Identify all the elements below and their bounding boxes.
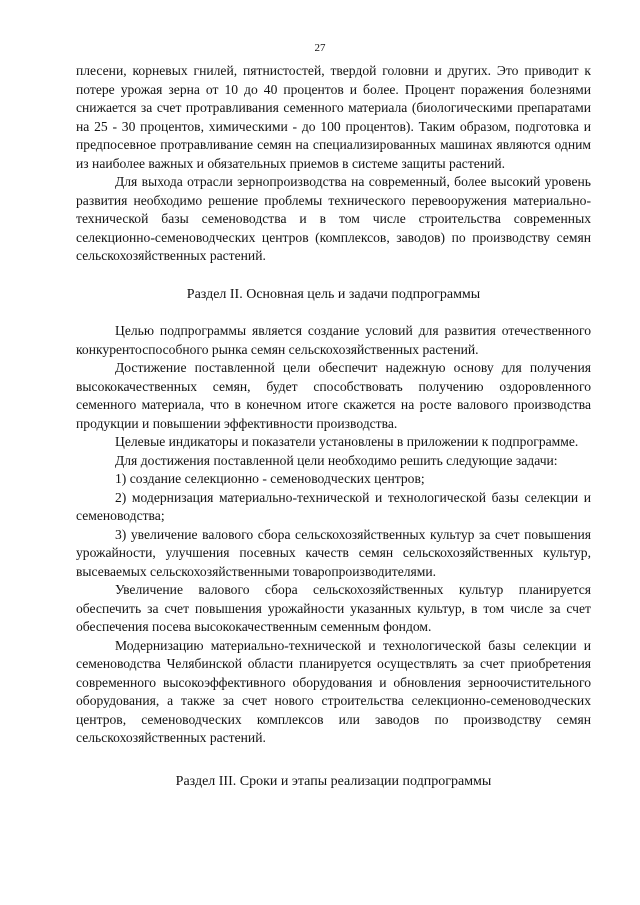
document-body: [76, 62, 591, 791]
paragraph: Целью подпрограммы является создание условий для развития отечественного конкурентоспособного рынка семян сельскохозяйственных растений.: [76, 323, 591, 357]
paragraph: Для выхода отрасли зернопроизводства на современный, более высокий уровень развития необходимо решение проблемы технического перевооружения материально-технической базы семеноводства и в том числе строительства современных селекционно-семеноводческих центров (комплексов, заводов) по производству семян сельскохозяйственных растений.: [76, 174, 591, 263]
paragraph: Целевые индикаторы и показатели установлены в приложении к подпрограмме.: [115, 434, 579, 449]
section-2-heading: Раздел II. Основная цель и задачи подпрограммы: [186, 286, 481, 302]
page-number: 27: [314, 42, 326, 54]
section-3-heading: Раздел III. Сроки и этапы реализации подпрограммы: [175, 773, 492, 789]
task-item: 3) увеличение валового сбора сельскохозяйственных культур за счет повышения урожайности, улучшения посевных качеств семян сельскохозяйственных культур, высеваемых сельскохозяйственными товаропроизводителями.: [76, 526, 591, 579]
paragraph: Модернизацию материально-технической и технологической базы селекции и семеноводства Челябинской области планируется осуществлять за счет приобретения современного высокоэффективного оборудования и обновления зерноочистительного оборудования, а также за счет нового строительства селекционно-семеноводческих центров, семеноводческих комплексов или заводов по производству семян сельскохозяйственных растений.: [76, 637, 591, 745]
task-item: 1) создание селекционно - семеноводческих центров;: [115, 471, 425, 486]
task-item: 2) модернизация материально-технической и технологической базы селекции и семеноводства;: [76, 489, 591, 523]
paragraph: Достижение поставленной цели обеспечит надежную основу для получения высококачественных семян, будет способствовать получению оздоровленного семенного материала, что в конечном итоге скажется на росте валового производства продукции и повышении эффективности производства.: [76, 360, 591, 431]
paragraph: Для достижения поставленной цели необходимо решить следующие задачи:: [115, 452, 558, 468]
paragraph-continuation: плесени, корневых гнилей, пятнистостей, твердой головни и других. Это приводит к потере урожая зерна от 10 до 40 процентов и более. Процент поражения болезнями снижается за счет протравливания семенного материала (биологическими препаратами на 25 - 30 процентов, химическими - до 100 процентов). Таким образом, подготовка и предпосевное протравливание семян на специализированных машинах являются одним из наиболее важных и обязательных приемов в системе защиты растений.: [76, 63, 591, 171]
paragraph: Увеличение валового сбора сельскохозяйственных культур планируется обеспечить за счет повышения урожайности указанных культур, в том числе за счет обеспечения посева высококачественным семенным фондом.: [76, 582, 591, 634]
